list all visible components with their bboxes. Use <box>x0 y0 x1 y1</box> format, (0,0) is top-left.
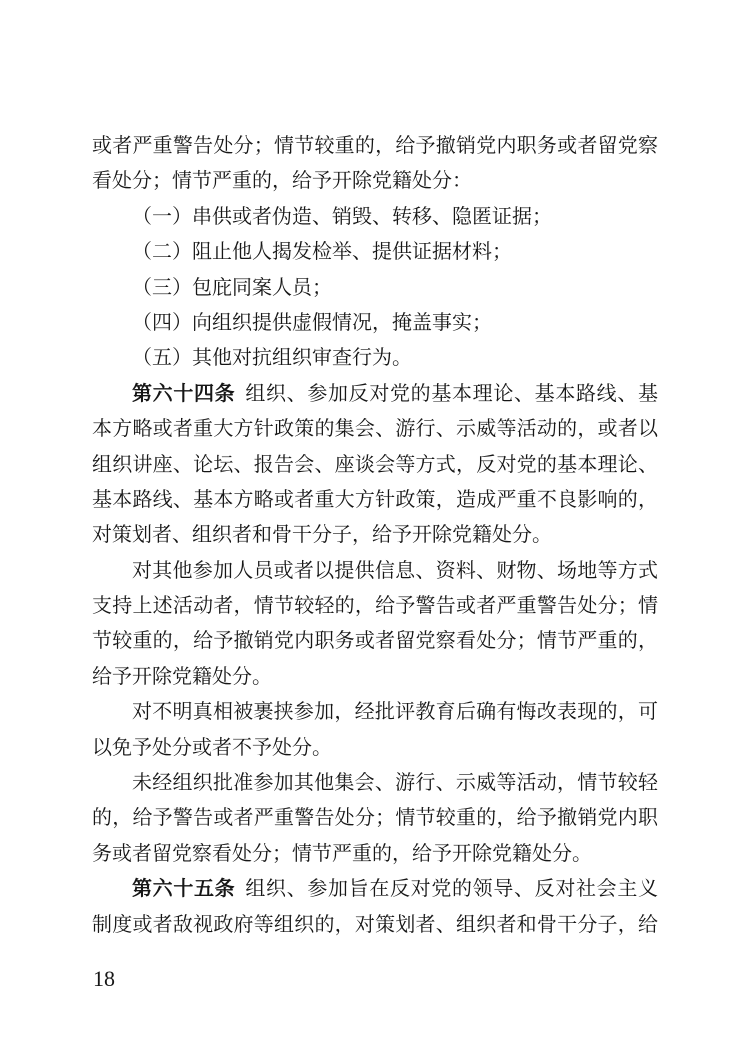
body-text-block <box>92 129 658 943</box>
line-text: 或者严重警告处分；情节较重的，给予撤销党内职务或者留党察 <box>92 135 658 157</box>
line-text: 的，给予警告或者严重警告处分；情节较重的，给予撤销党内职 <box>92 807 658 830</box>
line-text: （五）其他对抗组织审查行为。 <box>132 347 412 370</box>
line-text: 未经组织批准参加其他集会、游行、示威等活动，情节较轻 <box>132 772 658 795</box>
line-text: 对不明真相被裹挟参加，经批评教育后确有悔改表现的，可 <box>132 701 658 724</box>
text-line <box>92 837 658 872</box>
line-text: （四）向组织提供虚假情况，掩盖事实； <box>132 311 492 334</box>
text-line-paragraph-start <box>92 766 658 801</box>
text-line-article-start <box>92 872 658 907</box>
line-text: （二）阻止他人揭发检举、提供证据材料； <box>132 241 512 264</box>
text-line-list-item <box>92 306 658 341</box>
text-line <box>92 731 658 766</box>
text-line-list-item <box>92 200 658 235</box>
page-number: 18 <box>93 966 115 991</box>
line-text: 组织讲座、论坛、报告会、座谈会等方式，反对党的基本理论、 <box>92 453 658 476</box>
line-text: 制度或者敌视政府等组织的，对策划者、组织者和骨干分子，给 <box>92 913 658 936</box>
text-line <box>92 518 658 553</box>
text-line-list-item <box>92 271 658 306</box>
text-line-list-item <box>92 341 658 376</box>
text-line <box>92 908 658 943</box>
line-text: 对策划者、组织者和骨干分子，给予开除党籍处分。 <box>92 524 552 547</box>
text-line <box>92 624 658 659</box>
line-text: 给予开除党籍处分。 <box>92 665 272 688</box>
text-line <box>92 164 658 199</box>
text-line <box>92 801 658 836</box>
line-text: 对其他参加人员或者以提供信息、资料、财物、场地等方式 <box>132 559 658 582</box>
text-line <box>92 448 658 483</box>
text-line <box>92 129 658 164</box>
line-text: 支持上述活动者，情节较轻的，给予警告或者严重警告处分；情 <box>92 595 658 618</box>
article-number: 第六十四条 <box>132 382 236 405</box>
line-text: （三）包庇同案人员； <box>132 276 332 299</box>
text-line-paragraph-start <box>92 554 658 589</box>
text-line <box>92 412 658 447</box>
line-text: 节较重的，给予撤销党内职务或者留党察看处分；情节严重的， <box>92 630 658 653</box>
line-text: 务或者留党察看处分；情节严重的，给予开除党籍处分。 <box>92 842 592 865</box>
line-text: 组织、参加反对党的基本理论、基本路线、基 <box>245 382 658 405</box>
line-text: （一）串供或者伪造、销毁、转移、隐匿证据； <box>132 205 552 228</box>
line-text: 本方略或者重大方针政策的集会、游行、示威等活动的，或者以 <box>92 418 658 441</box>
line-text: 看处分；情节严重的，给予开除党籍处分： <box>92 170 472 193</box>
line-text: 组织、参加旨在反对党的领导、反对社会主义 <box>245 878 658 901</box>
text-line <box>92 660 658 695</box>
text-line <box>92 483 658 518</box>
text-line-list-item <box>92 235 658 270</box>
text-line <box>92 589 658 624</box>
article-number: 第六十五条 <box>132 878 236 901</box>
line-text: 以免予处分或者不予处分。 <box>92 736 332 759</box>
text-line-article-start <box>92 377 658 412</box>
text-line-paragraph-start <box>92 695 658 730</box>
line-text: 基本路线、基本方略或者重大方针政策，造成严重不良影响的， <box>92 488 658 511</box>
